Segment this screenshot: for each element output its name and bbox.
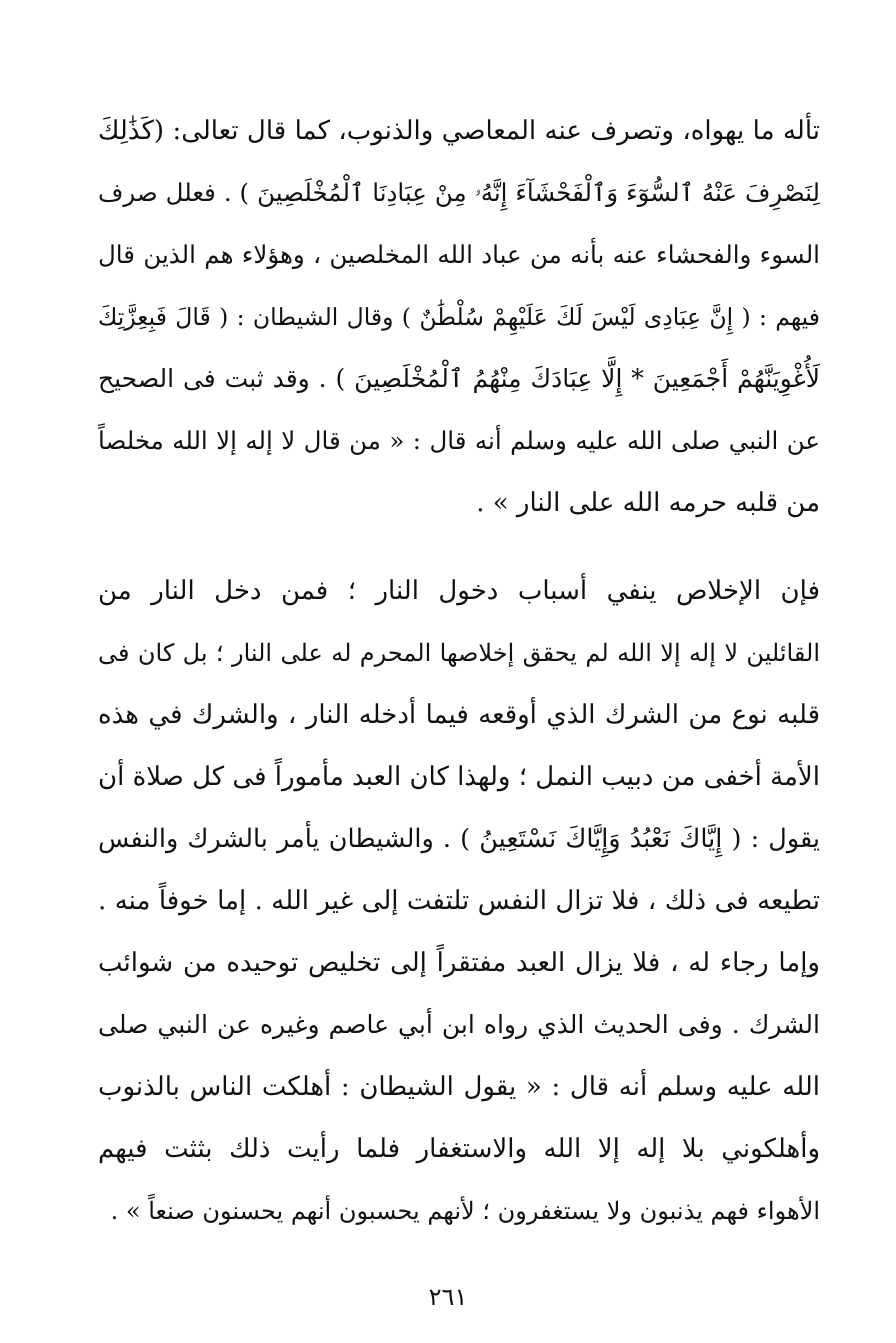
paragraph-1 — [98, 100, 820, 534]
text-line: السوء والفحشاء عنه بأنه من عباد الله المخلصين ، وهؤلاء هم الذين قال — [98, 240, 820, 269]
paragraph-2 — [98, 560, 820, 1242]
text-line: لَأُغْوِيَنَّهُمْ أَجْمَعِينَ * إِلَّا عِبَادَكَ مِنْهُمُ ٱلْمُخْلَصِينَ ) . وقد ثبت فى الصحيح — [98, 364, 820, 393]
text-line: عن النبي صلى الله عليه وسلم أنه قال : « من قال لا إله إلا الله مخلصاً — [98, 426, 820, 455]
text-line: فإن الإخلاص ينفي أسباب دخول النار ؛ فمن دخل النار من — [98, 576, 820, 606]
text-line: تأله ما يهواه، وتصرف عنه المعاصي والذنوب، كما قال تعالى: (كَذَٰلِكَ — [98, 116, 820, 146]
text-line: يقول : ( إِيَّاكَ نَعْبُدُ وَإِيَّاكَ نَسْتَعِينُ ) . والشيطان يأمر بالشرك والنفس — [98, 824, 820, 854]
text-line: الله عليه وسلم أنه قال : « يقول الشيطان : أهلكت الناس بالذنوب — [98, 1072, 820, 1102]
text-line: من قلبه حرمه الله على النار » . — [476, 488, 820, 518]
text-line: وإما رجاء له ، فلا يزال العبد مفتقراً إلى تخليص توحيده من شوائب — [98, 948, 820, 978]
text-line: الشرك . وفى الحديث الذي رواه ابن أبي عاصم وغيره عن النبي صلى — [98, 1010, 820, 1039]
text-line: وأهلكوني بلا إله إلا الله والاستغفار فلما رأيت ذلك بثثت فيهم — [98, 1134, 820, 1164]
text-line: قلبه نوع من الشرك الذي أوقعه فيما أدخله النار ، والشرك في هذه — [98, 700, 820, 730]
text-line: تطيعه فى ذلك ، فلا تزال النفس تلتفت إلى غير الله . إما خوفاً منه . — [98, 886, 820, 916]
text-line: لِنَصْرِفَ عَنْهُ ٱلسُّوٓءَ وَٱلْفَحْشَآءَ إِنَّهُۥ مِنْ عِبَادِنَا ٱلْمُخْلَصِينَ ) . فعلل صرف — [98, 178, 820, 207]
text-line: الأمة أخفى من دبيب النمل ؛ ولهذا كان العبد مأموراً فى كل صلاة أن — [98, 762, 820, 792]
page-number: ٢٦١ — [428, 1283, 468, 1311]
text-line: القائلين لا إله إلا الله لم يحقق إخلاصها المحرم له على النار ؛ بل كان فى — [98, 639, 820, 667]
text-line: الأهواء فهم يذنبون ولا يستغفرون ؛ لأنهم يحسبون أنهم يحسنون صنعاً » . — [110, 1197, 820, 1225]
text-line: فيهم : ( إِنَّ عِبَادِى لَيْسَ لَكَ عَلَيْهِمْ سُلْطَٰنٌ ) وقال الشيطان : ( قَالَ فَبِعِزَّتِكَ — [98, 303, 820, 331]
